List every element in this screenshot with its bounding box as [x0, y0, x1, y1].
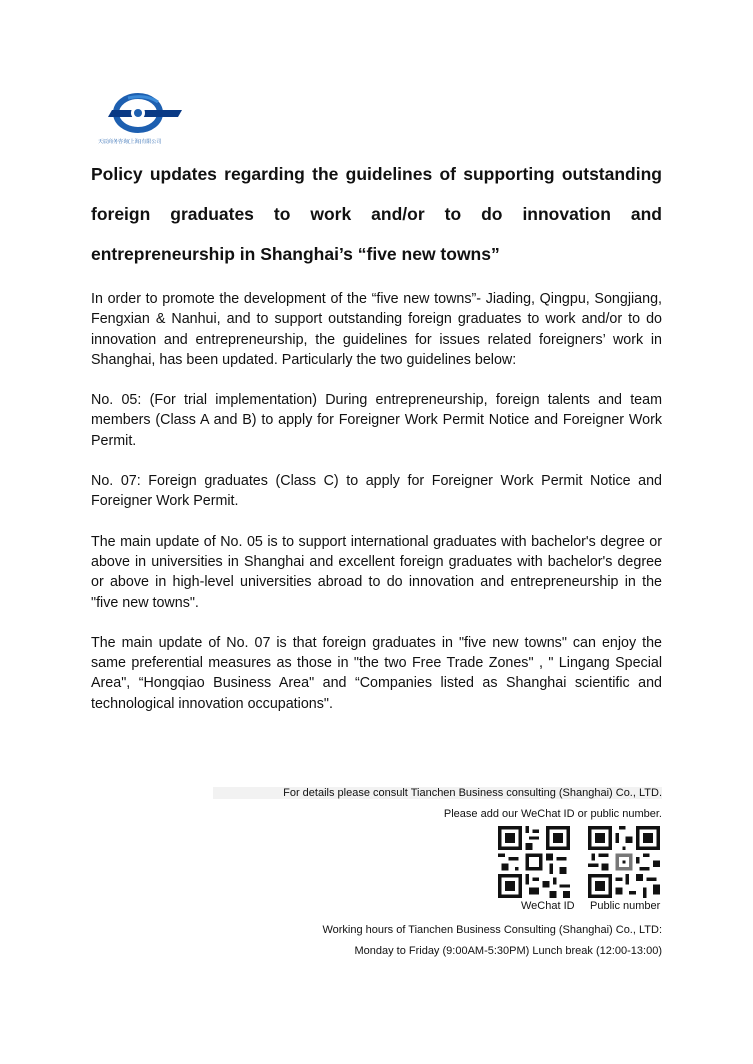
update-05-paragraph: The main update of No. 05 is to support international graduates with bachelor's degree or above in universities in Shanghai and excellent foreign graduates with bachelor's degree or above in high-level universities abroad to do innovation and entrepreneurship in the "five new towns". — [91, 533, 662, 611]
document-body — [91, 289, 662, 734]
wechat-id-qr-icon[interactable] — [498, 826, 570, 898]
qr-codes — [492, 826, 662, 896]
title-line: Policy updates regarding the guidelines of supporting outstanding — [91, 164, 662, 184]
guideline-07-paragraph: No. 07: Foreign graduates (Class C) to apply for Foreigner Work Permit Notice and Foreigner Work Permit. — [91, 473, 662, 510]
company-logo — [98, 92, 190, 150]
logo-emblem-icon — [98, 92, 190, 138]
title-line: foreign graduates to work and/or to do innovation and — [91, 204, 662, 224]
public-number-label: Public number — [590, 900, 661, 912]
guideline-05-paragraph: No. 05: (For trial implementation) During entrepreneurship, foreign talents and team members (Class A and B) to apply for Foreigner Work Permit Notice and Foreigner Work Permit. — [91, 392, 662, 449]
hours-detail: Monday to Friday (9:00AM-5:30PM) Lunch break (12:00-13:00) — [354, 945, 662, 957]
footer-contact — [182, 783, 662, 825]
title-line: entrepreneurship in Shanghai’s “five new towns” — [91, 244, 500, 264]
intro-paragraph: In order to promote the development of the “five new towns”- Jiading, Qingpu, Songjiang, Fengxian & Nanhui, and to support outstanding foreign graduates to work and/or to do innovation and entrepreneurship, the guidelines for issues related foreigners’ work in Shanghai, has been updated. Particularly the two guidelines below: — [91, 291, 662, 368]
update-07-paragraph: The main update of No. 07 is that foreign graduates in "five new towns" can enjoy the same preferential measures as those in "the two Free Trade Zones" , " Lingang Special Area", “Hongqiao Business Area" and “Companies listed as Shanghai scientific and technological innovation occupations". — [91, 634, 662, 712]
wechat-id-label: WeChat ID — [521, 900, 575, 912]
public-number-qr-icon[interactable] — [588, 826, 660, 898]
working-hours — [242, 920, 662, 962]
wechat-prompt: Please add our WeChat ID or public number. — [443, 808, 662, 820]
consult-text: For details please consult Tianchen Business consulting (Shanghai) Co., LTD. — [213, 787, 662, 799]
hours-title: Working hours of Tianchen Business Consulting (Shanghai) Co., LTD: — [322, 924, 662, 936]
document-title — [91, 154, 662, 274]
logo-caption: 天辰商务咨询(上海)有限公司 — [98, 139, 162, 145]
